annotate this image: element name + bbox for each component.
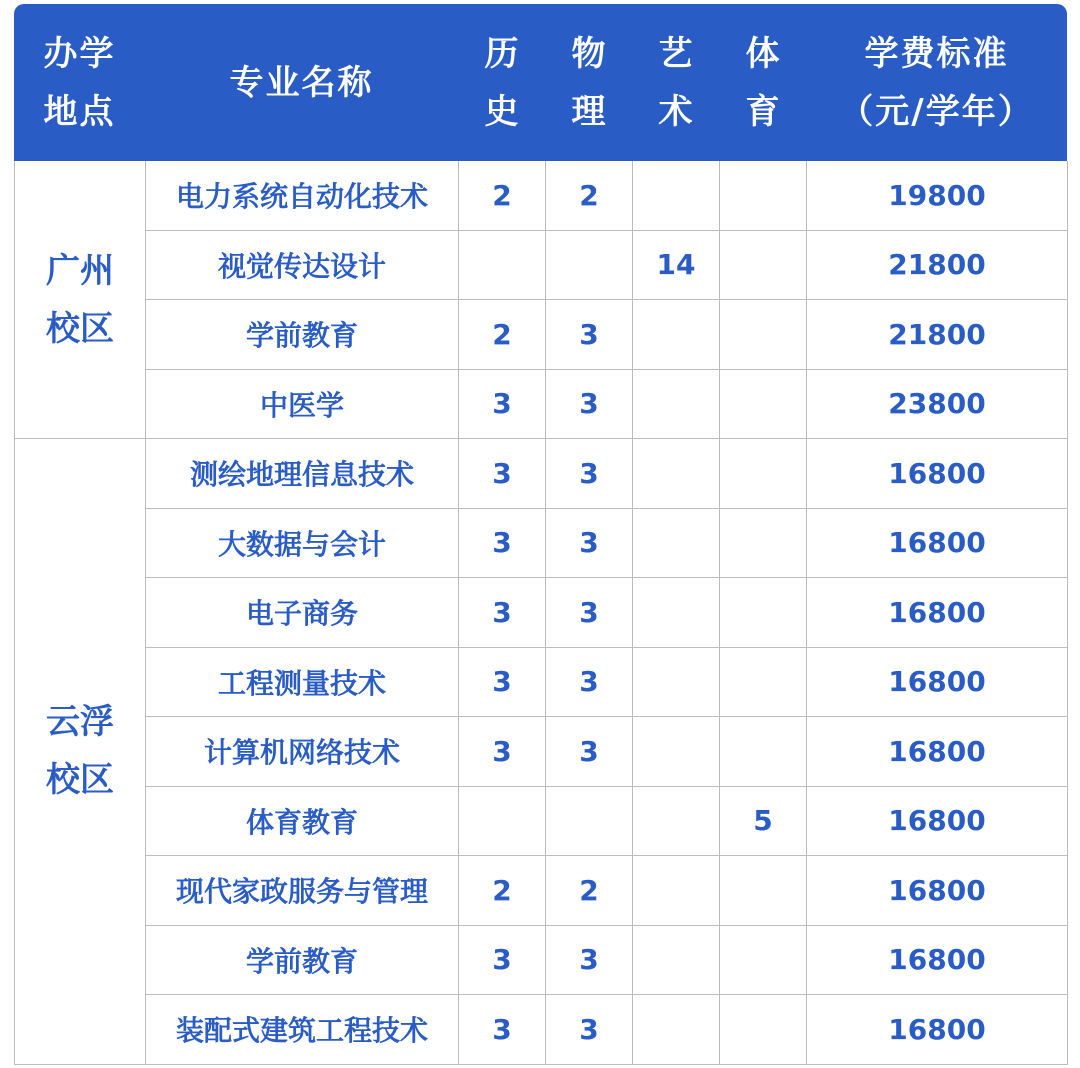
sports-cell (720, 230, 807, 300)
campus-name-line: 校区 (46, 308, 114, 349)
physics-cell: 3 (546, 925, 633, 995)
header-sports-line1: 体 (745, 33, 780, 74)
header-art-line1: 艺 (658, 33, 693, 74)
campus-cell (15, 439, 146, 1065)
history-cell: 2 (459, 856, 546, 926)
sports-cell (720, 508, 807, 578)
tuition-cell: 21800 (807, 230, 1068, 300)
major-cell: 电子商务 (146, 578, 459, 648)
campus-name-line: 云浮 (46, 702, 114, 743)
history-cell: 3 (459, 369, 546, 439)
tuition-cell: 16800 (807, 856, 1068, 926)
physics-cell (546, 786, 633, 856)
history-cell: 2 (459, 161, 546, 230)
header-major (145, 4, 458, 161)
art-cell (633, 161, 720, 230)
physics-cell: 3 (546, 439, 633, 509)
header-history-line1: 历 (484, 33, 519, 74)
major-cell: 大数据与会计 (146, 508, 459, 578)
header-location-line1: 办学 (43, 33, 116, 74)
sports-cell (720, 856, 807, 926)
art-cell (633, 995, 720, 1065)
sports-cell (720, 995, 807, 1065)
table-row (15, 300, 1068, 370)
admission-table (14, 4, 1067, 1066)
history-cell: 3 (459, 995, 546, 1065)
header-location (14, 4, 145, 161)
major-cell: 测绘地理信息技术 (146, 439, 459, 509)
header-history-line2: 史 (484, 91, 519, 132)
sports-cell (720, 647, 807, 717)
header-physics (545, 4, 632, 161)
sports-cell (720, 369, 807, 439)
physics-cell: 3 (546, 508, 633, 578)
table-row (15, 369, 1068, 439)
tuition-cell: 16800 (807, 439, 1068, 509)
table-row (15, 647, 1068, 717)
sports-cell (720, 578, 807, 648)
header-tuition (806, 4, 1067, 161)
header-sports-line2: 育 (745, 91, 780, 132)
physics-cell: 2 (546, 856, 633, 926)
art-cell (633, 508, 720, 578)
tuition-cell: 16800 (807, 717, 1068, 787)
campus-cell (15, 161, 146, 439)
header-location-line2: 地点 (43, 91, 116, 132)
table-row (15, 578, 1068, 648)
header-physics-line2: 理 (571, 91, 606, 132)
history-cell: 3 (459, 439, 546, 509)
major-cell: 视觉传达设计 (146, 230, 459, 300)
header-physics-line1: 物 (571, 33, 606, 74)
physics-cell: 3 (546, 578, 633, 648)
physics-cell: 3 (546, 995, 633, 1065)
history-cell: 3 (459, 925, 546, 995)
header-art (632, 4, 719, 161)
physics-cell: 2 (546, 161, 633, 230)
sports-cell (720, 161, 807, 230)
tuition-cell: 23800 (807, 369, 1068, 439)
tuition-cell: 16800 (807, 508, 1068, 578)
header-tuition-line1: 学费标准 (864, 33, 1009, 74)
art-cell (633, 369, 720, 439)
art-cell (633, 856, 720, 926)
major-cell: 装配式建筑工程技术 (146, 995, 459, 1065)
sports-cell (720, 925, 807, 995)
history-cell: 3 (459, 647, 546, 717)
tuition-cell: 16800 (807, 578, 1068, 648)
tuition-cell: 16800 (807, 995, 1068, 1065)
table-row (15, 995, 1068, 1065)
art-cell (633, 647, 720, 717)
art-cell (633, 925, 720, 995)
major-cell: 学前教育 (146, 300, 459, 370)
major-cell: 电力系统自动化技术 (146, 161, 459, 230)
art-cell (633, 717, 720, 787)
sports-cell: 5 (720, 786, 807, 856)
table-body (14, 161, 1068, 1065)
history-cell: 3 (459, 508, 546, 578)
sports-cell (720, 717, 807, 787)
tuition-cell: 16800 (807, 925, 1068, 995)
table-row (15, 856, 1068, 926)
physics-cell: 3 (546, 647, 633, 717)
table-row (15, 508, 1068, 578)
header-history (458, 4, 545, 161)
major-cell: 计算机网络技术 (146, 717, 459, 787)
physics-cell (546, 230, 633, 300)
header-sports (719, 4, 806, 161)
major-cell: 现代家政服务与管理 (146, 856, 459, 926)
table-row (15, 925, 1068, 995)
art-cell: 14 (633, 230, 720, 300)
header-art-line2: 术 (658, 91, 693, 132)
tuition-cell: 16800 (807, 647, 1068, 717)
art-cell (633, 300, 720, 370)
table-header (14, 4, 1067, 161)
header-major-label: 专业名称 (229, 62, 374, 103)
physics-cell: 3 (546, 717, 633, 787)
table-row (15, 230, 1068, 300)
history-cell (459, 786, 546, 856)
tuition-cell: 19800 (807, 161, 1068, 230)
campus-name-line: 校区 (46, 760, 114, 801)
history-cell: 2 (459, 300, 546, 370)
major-cell: 工程测量技术 (146, 647, 459, 717)
tuition-cell: 16800 (807, 786, 1068, 856)
history-cell: 3 (459, 578, 546, 648)
physics-cell: 3 (546, 369, 633, 439)
major-cell: 学前教育 (146, 925, 459, 995)
table-row (15, 717, 1068, 787)
table-row (15, 786, 1068, 856)
header-tuition-line2: （元/学年） (839, 91, 1034, 132)
major-cell: 中医学 (146, 369, 459, 439)
art-cell (633, 439, 720, 509)
tuition-cell: 21800 (807, 300, 1068, 370)
table-row (15, 439, 1068, 509)
history-cell: 3 (459, 717, 546, 787)
physics-cell: 3 (546, 300, 633, 370)
sports-cell (720, 439, 807, 509)
history-cell (459, 230, 546, 300)
major-cell: 体育教育 (146, 786, 459, 856)
art-cell (633, 578, 720, 648)
sports-cell (720, 300, 807, 370)
table-row (15, 161, 1068, 230)
art-cell (633, 786, 720, 856)
campus-name-line: 广州 (46, 250, 114, 291)
